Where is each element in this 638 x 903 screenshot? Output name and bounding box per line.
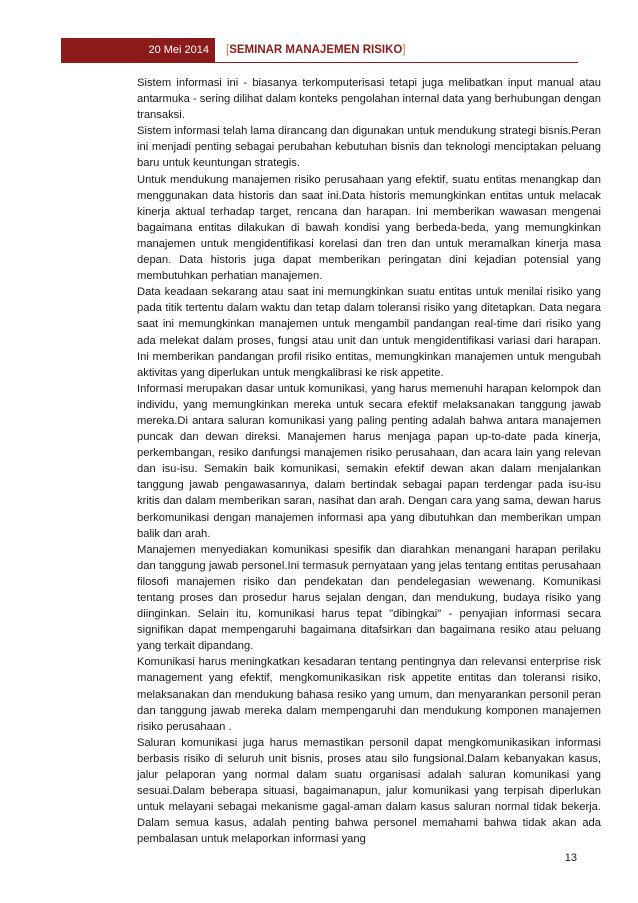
page-number: 13 xyxy=(564,852,577,864)
body-text xyxy=(137,75,601,848)
page-header xyxy=(61,38,578,63)
header-date: 20 Mei 2014 xyxy=(61,38,215,62)
paragraph: Sistem informasi ini - biasanya terkomputerisasi tetapi juga melibatkan input manual atau antarmuka - sering dilihat dalam konteks pengolahan internal data yang berhubungan dengan transaksi. xyxy=(137,77,601,122)
header-title-text: SEMINAR MANAJEMEN RISIKO xyxy=(229,44,403,56)
header-bracket-open: [ xyxy=(226,44,230,56)
paragraph: Sistem informasi telah lama dirancang dan digunakan untuk mendukung strategi bisnis.Peran ini menjadi penting sebagai perubahan kebutuhan bisnis dan teknologi menciptakan peluang baru untuk keuntungan strategis. xyxy=(137,125,601,170)
header-bracket-close: ] xyxy=(402,44,406,56)
paragraph: Saluran komunikasi juga harus memastikan personil dapat mengkomunikasikan informasi berbasis risiko di seluruh unit bisnis, proses atau silo fungsional.Dalam kebanyakan kasus, jalur pelaporan yang normal dalam suatu organisasi adalah saluran komunikasi yang sesuai.Dalam beberapa situasi, bagaimanapun, jalur komunikasi yang terpisah diperlukan untuk melayani sebagai mekanisme gagal-aman dalam kasus saluran normal tidak bekerja. Dalam semua kasus, adalah penting bahwa personel memahami bahwa tidak akan ada pembalasan untuk melaporkan informasi yang xyxy=(137,736,601,846)
paragraph: Komunikasi harus meningkatkan kesadaran tentang pentingnya dan relevansi enterprise risk management yang efektif, mengkomunikasikan risk appetite entitas dan toleransi risiko, melaksanakan dan mendukung bahasa resiko yang umum, dan menyarankan personil peran dan tanggung jawab mereka dalam mempengaruhi dan mendukung komponen manajemen risiko perusahaan . xyxy=(137,656,601,733)
header-title xyxy=(226,38,406,62)
paragraph: Informasi merupakan dasar untuk komunikasi, yang harus memenuhi harapan kelompok dan individu, yang memungkinkan mereka untuk secara efektif melaksanakan tanggung jawab mereka.Di antara saluran komunikasi yang paling penting adalah bahwa antara manajemen puncak dan dewan direksi. Manajemen harus menjaga papan up-to-date pada kinerja, perkembangan, resiko danfungsi manajemen risiko perusahaan, dan acara lain yang relevan dan isu-isu. Semakin baik komunikasi, semakin efektif dewan akan dalam menjalankan tanggung jawab pengawasannya, dalam bertindak sebagai papan terdengar pada isu-isu kritis dan dalam memberikan saran, nasihat dan arah. Dengan cara yang sama, dewan harus berkomunikasi dengan manajemen informasi apa yang dibutuhkan dan memberikan umpan balik dan arah. xyxy=(137,382,601,540)
paragraph: Untuk mendukung manajemen risiko perusahaan yang efektif, suatu entitas menangkap dan menggunakan data historis dan saat ini.Data historis memungkinkan entitas untuk melacak kinerja aktual terhadap target, rencana dan harapan. Ini memberikan wawasan mengenai bagaimana entitas dilakukan di bawah kondisi yang berbeda-beda, yang memungkinkan manajemen untuk mengidentifikasi korelasi dan tren dan untuk meramalkan kinerja masa depan. Data historis juga dapat memberikan peringatan dini kejadian potensial yang membutuhkan perhatian manajemen. xyxy=(137,173,601,283)
paragraph: Manajemen menyediakan komunikasi spesifik dan diarahkan menangani harapan perilaku dan tanggung jawab personel.Ini termasuk pernyataan yang jelas tentang entitas perusahaan filosofi manajemen risiko dan pendekatan dan pendelegasian wewenang. Komunikasi tentang proses dan prosedur harus sejalan dengan, dan mendukung, budaya risiko yang diinginkan. Selain itu, komunikasi harus tepat "dibingkai" - penyajian informasi secara signifikan dapat mempengaruhi bagaimana ditafsirkan dan bagaimana resiko atau peluang yang terkait dipandang. xyxy=(137,543,601,653)
paragraph: Data keadaan sekarang atau saat ini memungkinkan suatu entitas untuk menilai risiko yang pada titik tertentu dalam waktu dan tetap dalam toleransi risiko yang ditetapkan. Data negara saat ini memungkinkan manajemen untuk mengambil pandangan real-time dari risiko yang ada melekat dalam proses, fungsi atau unit dan untuk mengidentifikasi variasi dari harapan. Ini memberikan pandangan profil risiko entitas, memungkinkan manajemen untuk mengubah aktivitas yang diperlukan untuk mengkalibrasi ke risk appetite. xyxy=(137,286,601,379)
